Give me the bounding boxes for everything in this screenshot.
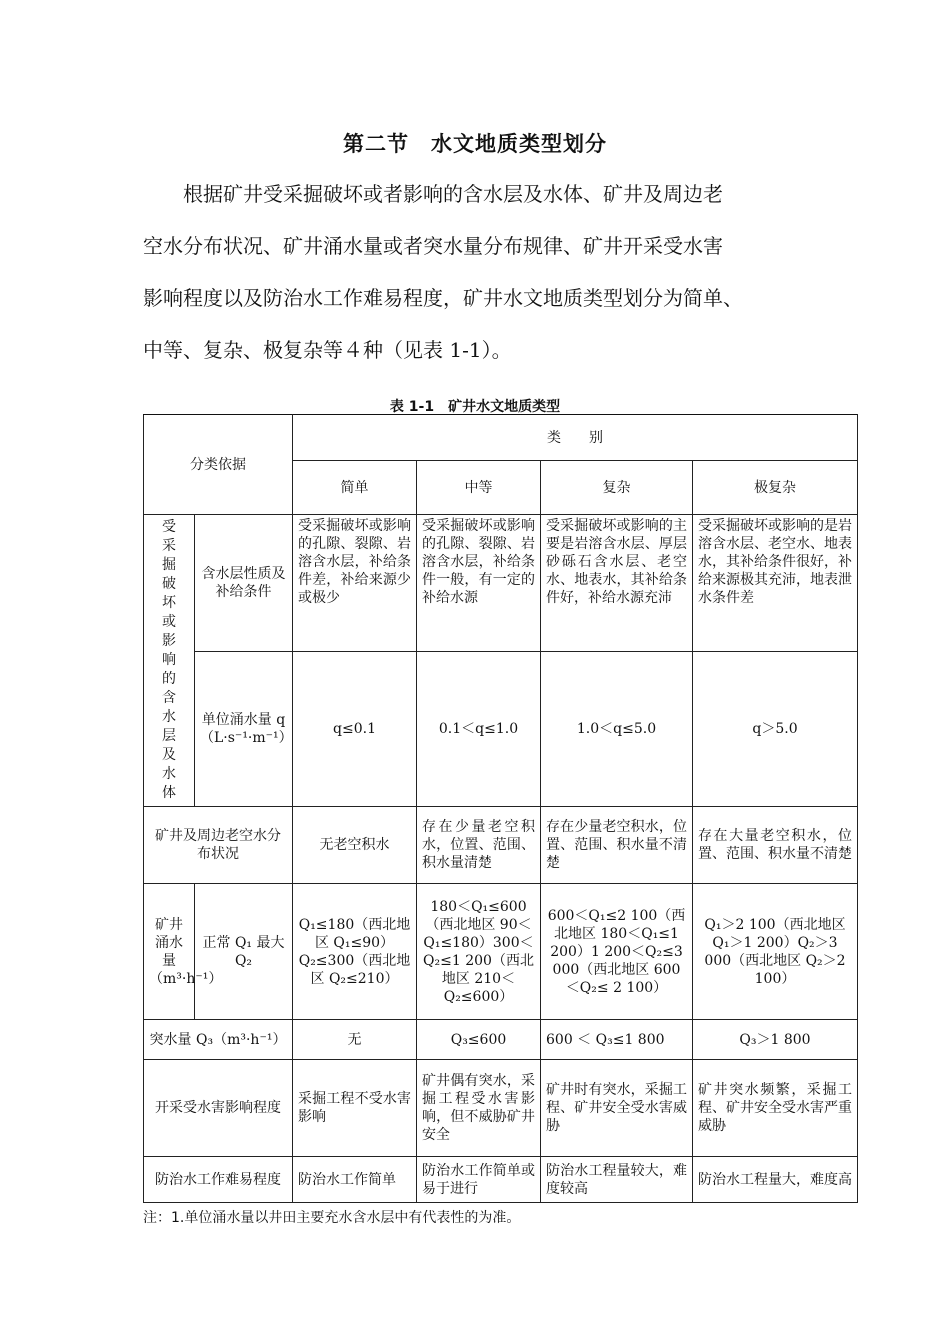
paragraph-line: 根据矿井受采掘破坏或者影响的含水层及水体、矿井及周边老: [183, 182, 723, 206]
table-cell: 180＜Q₁≤600（西北地区 90＜Q₁≤180）300＜Q₂≤1 200（西北地区 210＜Q₂≤600）: [417, 884, 541, 1020]
table-cell: 防治水工作简单或易于进行: [417, 1157, 541, 1203]
table-cell: 防治水工程量较大，难度较高: [541, 1157, 693, 1203]
paragraph-line: 中等、复杂、极复杂等４种（见表 1-1）。: [143, 338, 512, 362]
paragraph-line: 影响程度以及防治水工作难易程度，矿井水文地质类型划分为简单、: [143, 286, 743, 310]
table-cell: 受采掘破坏或影响的孔隙、裂隙、岩溶含水层，补给条件差，补给来源少或极少: [293, 515, 417, 652]
col-header-medium: 中等: [417, 461, 541, 515]
table-cell: Q₃＞1 800: [693, 1020, 858, 1060]
row-label-goaf-water: 矿井及周边老空水分布状况: [144, 807, 293, 884]
table-cell: q＞5.0: [693, 652, 858, 807]
section-title: 第二节 水文地质类型划分: [343, 132, 607, 156]
hydro-type-table: [143, 414, 857, 1203]
table-cell: 矿井突水频繁，采掘工程、矿井安全受水害严重威胁: [693, 1060, 858, 1157]
col-header-simple: 简单: [293, 461, 417, 515]
table-cell: 0.1＜q≤1.0: [417, 652, 541, 807]
row-label-mine-inflow: 矿井涌水量（m³·h⁻¹）: [144, 884, 195, 1020]
group-label-aquifer: 受 采 掘 破 坏 或 影 响 的 含 水 层 及 水 体: [144, 515, 195, 807]
table-cell: 防治水工作简单: [293, 1157, 417, 1203]
table-cell: 存在大量老空积水，位置、范围、积水量不清楚: [693, 807, 858, 884]
row-sublabel-normal-max: 正常 Q₁ 最大 Q₂: [195, 884, 293, 1020]
table-note: 注：1.单位涌水量以井田主要充水含水层中有代表性的为准。: [143, 1210, 521, 1226]
table-cell: 1.0＜q≤5.0: [541, 652, 693, 807]
table-cell: 600 ＜ Q₃≤1 800: [541, 1020, 693, 1060]
row-label-unit-inflow: 单位涌水量 q（L·s⁻¹·m⁻¹）: [195, 652, 293, 807]
row-label-aquifer-nature: 含水层性质及补给条件: [195, 515, 293, 652]
table-cell: Q₃≤600: [417, 1020, 541, 1060]
table-cell: 矿井时有突水，采掘工程、矿井安全受水害威胁: [541, 1060, 693, 1157]
table-cell: 受采掘破坏或影响的孔隙、裂隙、岩溶含水层，补给条件一般，有一定的补给水源: [417, 515, 541, 652]
table-cell: Q₁＞2 100（西北地区 Q₁＞1 200）Q₂＞3 000（西北地区 Q₂＞2 100）: [693, 884, 858, 1020]
col-header-complex: 复杂: [541, 461, 693, 515]
table-cell: 受采掘破坏或影响的是岩溶含水层、老空水、地表水，其补给条件很好，补给来源极其充沛，地表泄水条件差: [693, 515, 858, 652]
table-cell: q≤0.1: [293, 652, 417, 807]
table-cell: 矿井偶有突水，采掘工程受水害影响，但不威胁矿井安全: [417, 1060, 541, 1157]
col-header-very-complex: 极复杂: [693, 461, 858, 515]
table-caption: 表 1-1 矿井水文地质类型: [389, 399, 561, 415]
table-cell: 存在少量老空积水，位置、范围、积水量不清楚: [541, 807, 693, 884]
table-cell: 600＜Q₁≤2 100（西北地区 180＜Q₁≤1 200）1 200＜Q₂≤3 000（西北地区 600＜Q₂≤ 2 100）: [541, 884, 693, 1020]
table-cell: 无: [293, 1020, 417, 1060]
table-cell: 无老空积水: [293, 807, 417, 884]
row-label-prevention-difficulty: 防治水工作难易程度: [144, 1157, 293, 1203]
paragraph-line: 空水分布状况、矿井涌水量或者突水量分布规律、矿井开采受水害: [143, 234, 723, 258]
table-cell: 受采掘破坏或影响的主要是岩溶含水层、厚层砂砾石含水层、老空水、地表水，其补给条件好，补给水源充沛: [541, 515, 693, 652]
header-category: 类 别: [293, 415, 858, 461]
header-basis: 分类依据: [144, 415, 293, 515]
table-cell: 防治水工程量大，难度高: [693, 1157, 858, 1203]
table-cell: Q₁≤180（西北地区 Q₁≤90）Q₂≤300（西北地区 Q₂≤210）: [293, 884, 417, 1020]
table-cell: 存在少量老空积水，位置、范围、积水量清楚: [417, 807, 541, 884]
row-label-mining-impact: 开采受水害影响程度: [144, 1060, 293, 1157]
row-label-burst-water: 突水量 Q₃（m³·h⁻¹）: [144, 1020, 293, 1060]
table-cell: 采掘工程不受水害影响: [293, 1060, 417, 1157]
